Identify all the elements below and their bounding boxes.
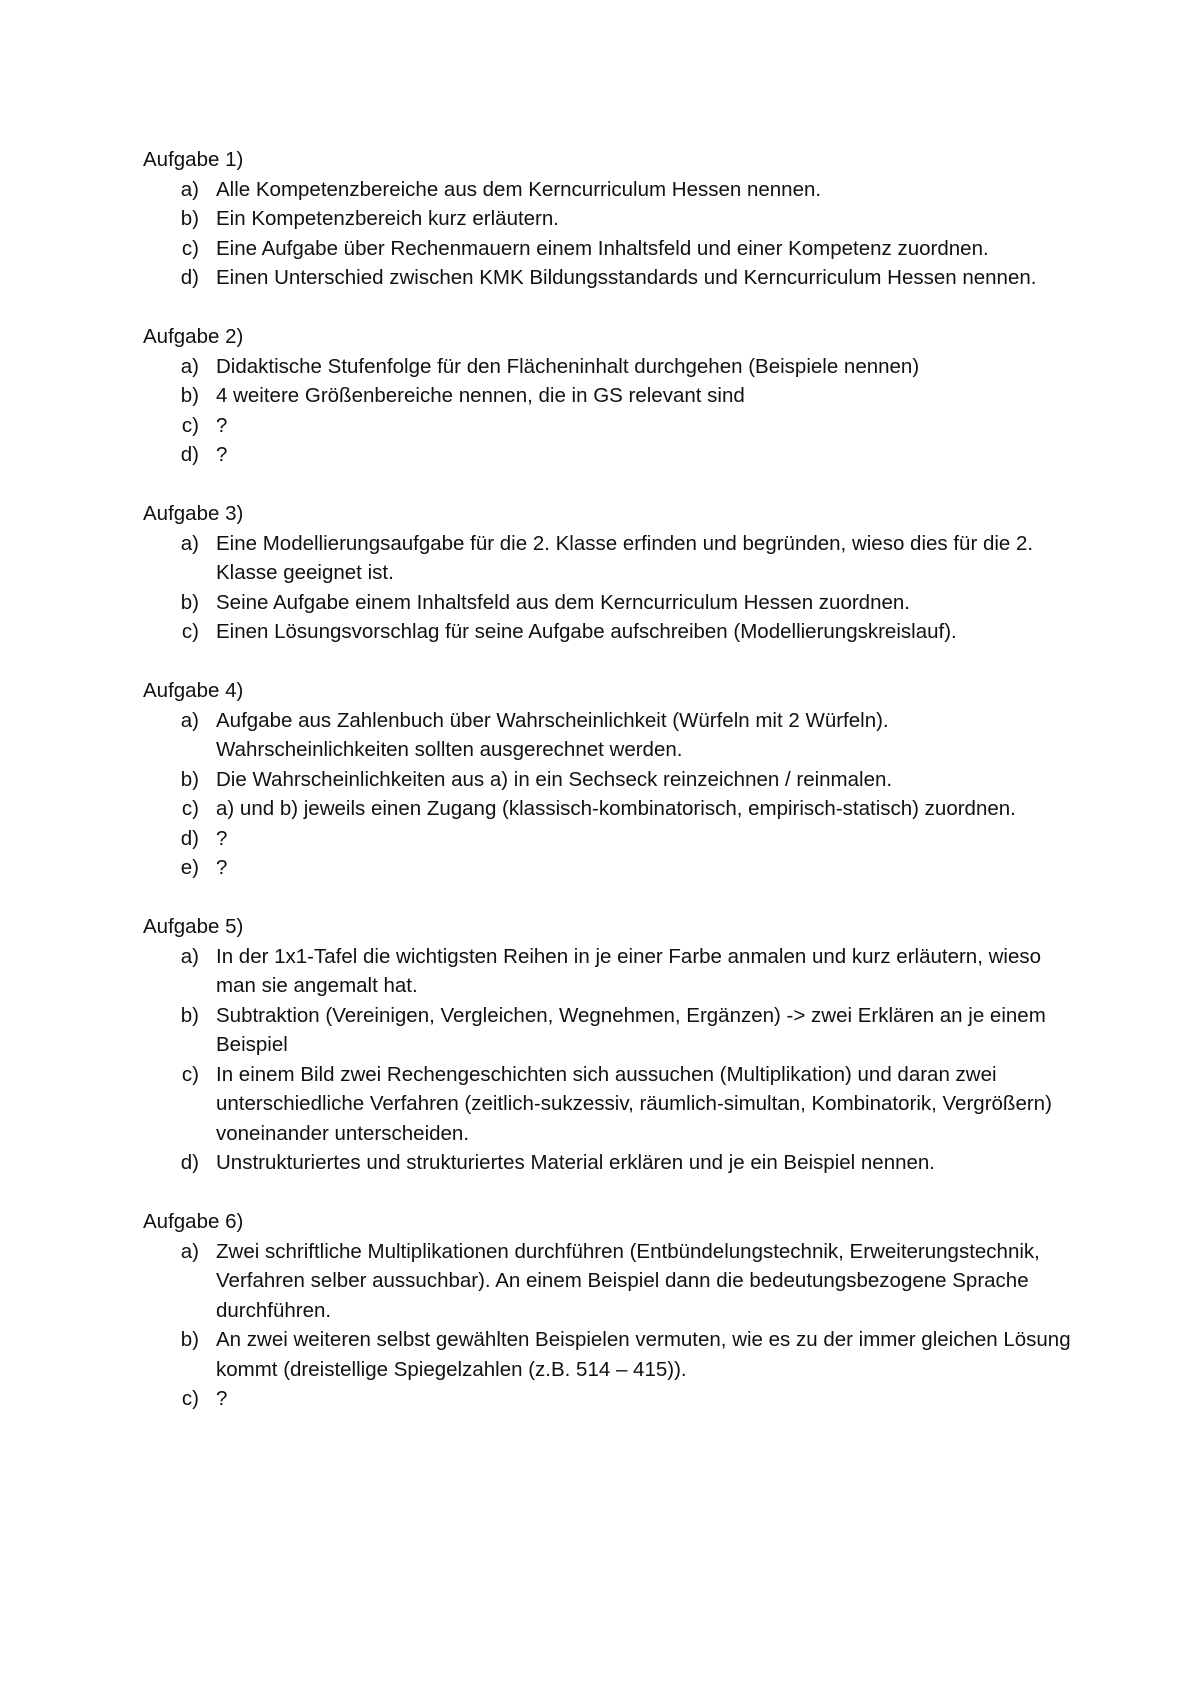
task-item [143, 706, 1083, 765]
task-item [143, 765, 1083, 795]
item-text: Subtraktion (Vereinigen, Vergleichen, Wegnehmen, Ergänzen) -> zwei Erklären an je einem Beispiel [216, 1003, 1046, 1056]
task-item [143, 204, 1083, 234]
item-text: Aufgabe aus Zahlenbuch über Wahrscheinlichkeit (Würfeln mit 2 Würfeln). Wahrscheinlichkeiten sollten ausgerechnet werden. [216, 708, 889, 761]
task-item [143, 588, 1083, 618]
item-label: c) [181, 620, 199, 643]
item-text: An zwei weiteren selbst gewählten Beispielen vermuten, wie es zu der immer gleichen Lösung kommt (dreistellige Spiegelzahlen (z.B. 514 – 415)). [216, 1328, 1071, 1381]
task-item [143, 1325, 1083, 1384]
task-item [143, 853, 1083, 883]
item-text: ? [216, 826, 228, 850]
item-label: a) [180, 1239, 199, 1263]
task-5 [143, 912, 1083, 1178]
item-label: c) [181, 1387, 199, 1410]
item-label: e) [180, 856, 199, 879]
task-title: Aufgabe 4) [143, 679, 244, 702]
task-6 [143, 1207, 1083, 1414]
task-item [143, 263, 1083, 293]
item-text: Alle Kompetenzbereiche aus dem Kerncurriculum Hessen nennen. [216, 177, 822, 201]
task-4 [143, 676, 1083, 883]
task-item [143, 942, 1083, 1001]
task-title: Aufgabe 2) [143, 325, 244, 348]
item-text: Ein Kompetenzbereich kurz erläutern. [216, 207, 559, 230]
item-text: ? [216, 856, 228, 879]
item-text: ? [216, 1387, 228, 1410]
item-label: b) [180, 207, 199, 230]
item-text: Zwei schriftliche Multiplikationen durchführen (Entbündelungstechnik, Erweiterungstechnik, Verfahren selber aussuchbar). An einem Beispiel dann die bedeutungsbezogene Sprache durchführen. [216, 1239, 1040, 1322]
task-item [143, 824, 1083, 854]
item-text: Die Wahrscheinlichkeiten aus a) in ein Sechseck reinzeichnen / reinmalen. [216, 767, 893, 791]
item-text: Eine Modellierungsaufgabe für die 2. Klasse erfinden und begründen, wieso dies für die 2. Klasse geeignet ist. [216, 531, 1034, 584]
task-item [143, 1237, 1083, 1326]
item-label: c) [181, 1062, 199, 1086]
item-text: ? [216, 413, 228, 437]
item-label: d) [180, 443, 199, 466]
task-title: Aufgabe 5) [143, 915, 244, 938]
item-label: b) [180, 384, 199, 407]
item-text: Einen Unterschied zwischen KMK Bildungsstandards und Kerncurriculum Hessen nennen. [216, 266, 1037, 289]
item-label: b) [180, 1328, 199, 1351]
task-item [143, 411, 1083, 441]
task-title: Aufgabe 1) [143, 148, 244, 171]
item-text: Didaktische Stufenfolge für den Flächeninhalt durchgehen (Beispiele nennen) [216, 354, 920, 378]
task-item [143, 794, 1083, 824]
item-label: d) [180, 1151, 199, 1174]
task-title: Aufgabe 3) [143, 502, 244, 525]
task-item [143, 1001, 1083, 1060]
item-text: In einem Bild zwei Rechengeschichten sich aussuchen (Multiplikation) und daran zwei unterschiedliche Verfahren (zeitlich-sukzessiv, räumlich-simultan, Kombinatorik, Vergrößern) voneinander unterscheiden. [216, 1062, 1052, 1145]
item-label: c) [181, 797, 199, 820]
item-label: b) [180, 767, 199, 791]
item-text: Seine Aufgabe einem Inhaltsfeld aus dem Kerncurriculum Hessen zuordnen. [216, 590, 910, 614]
item-label: b) [180, 590, 199, 614]
task-item [143, 529, 1083, 588]
task-item [143, 440, 1083, 470]
item-text: ? [216, 443, 228, 466]
task-list [143, 145, 1083, 1443]
item-label: a) [180, 354, 199, 378]
task-item [143, 1060, 1083, 1149]
item-text: 4 weitere Größenbereiche nennen, die in GS relevant sind [216, 384, 745, 407]
item-label: c) [181, 236, 199, 260]
item-label: b) [180, 1003, 199, 1027]
item-text: a) und b) jeweils einen Zugang (klassisch-kombinatorisch, empirisch-statisch) zuordnen. [216, 797, 1016, 820]
task-item [143, 617, 1083, 647]
item-label: a) [180, 531, 199, 555]
task-2 [143, 322, 1083, 470]
task-1 [143, 145, 1083, 293]
item-text: Eine Aufgabe über Rechenmauern einem Inhaltsfeld und einer Kompetenz zuordnen. [216, 236, 989, 260]
item-label: c) [181, 413, 199, 437]
task-item [143, 175, 1083, 205]
item-label: a) [180, 177, 199, 201]
task-3 [143, 499, 1083, 647]
item-text: Einen Lösungsvorschlag für seine Aufgabe aufschreiben (Modellierungskreislauf). [216, 620, 957, 643]
task-item [143, 1384, 1083, 1414]
task-item [143, 234, 1083, 264]
item-label: d) [180, 826, 199, 850]
item-text: Unstrukturiertes und strukturiertes Material erklären und je ein Beispiel nennen. [216, 1151, 936, 1174]
task-item [143, 381, 1083, 411]
task-item [143, 352, 1083, 382]
task-title: Aufgabe 6) [143, 1210, 244, 1233]
item-label: a) [180, 708, 199, 732]
task-item [143, 1148, 1083, 1178]
item-text: In der 1x1-Tafel die wichtigsten Reihen in je einer Farbe anmalen und kurz erläutern, wieso man sie angemalt hat. [216, 944, 1042, 997]
item-label: d) [180, 266, 199, 289]
item-label: a) [180, 944, 199, 968]
